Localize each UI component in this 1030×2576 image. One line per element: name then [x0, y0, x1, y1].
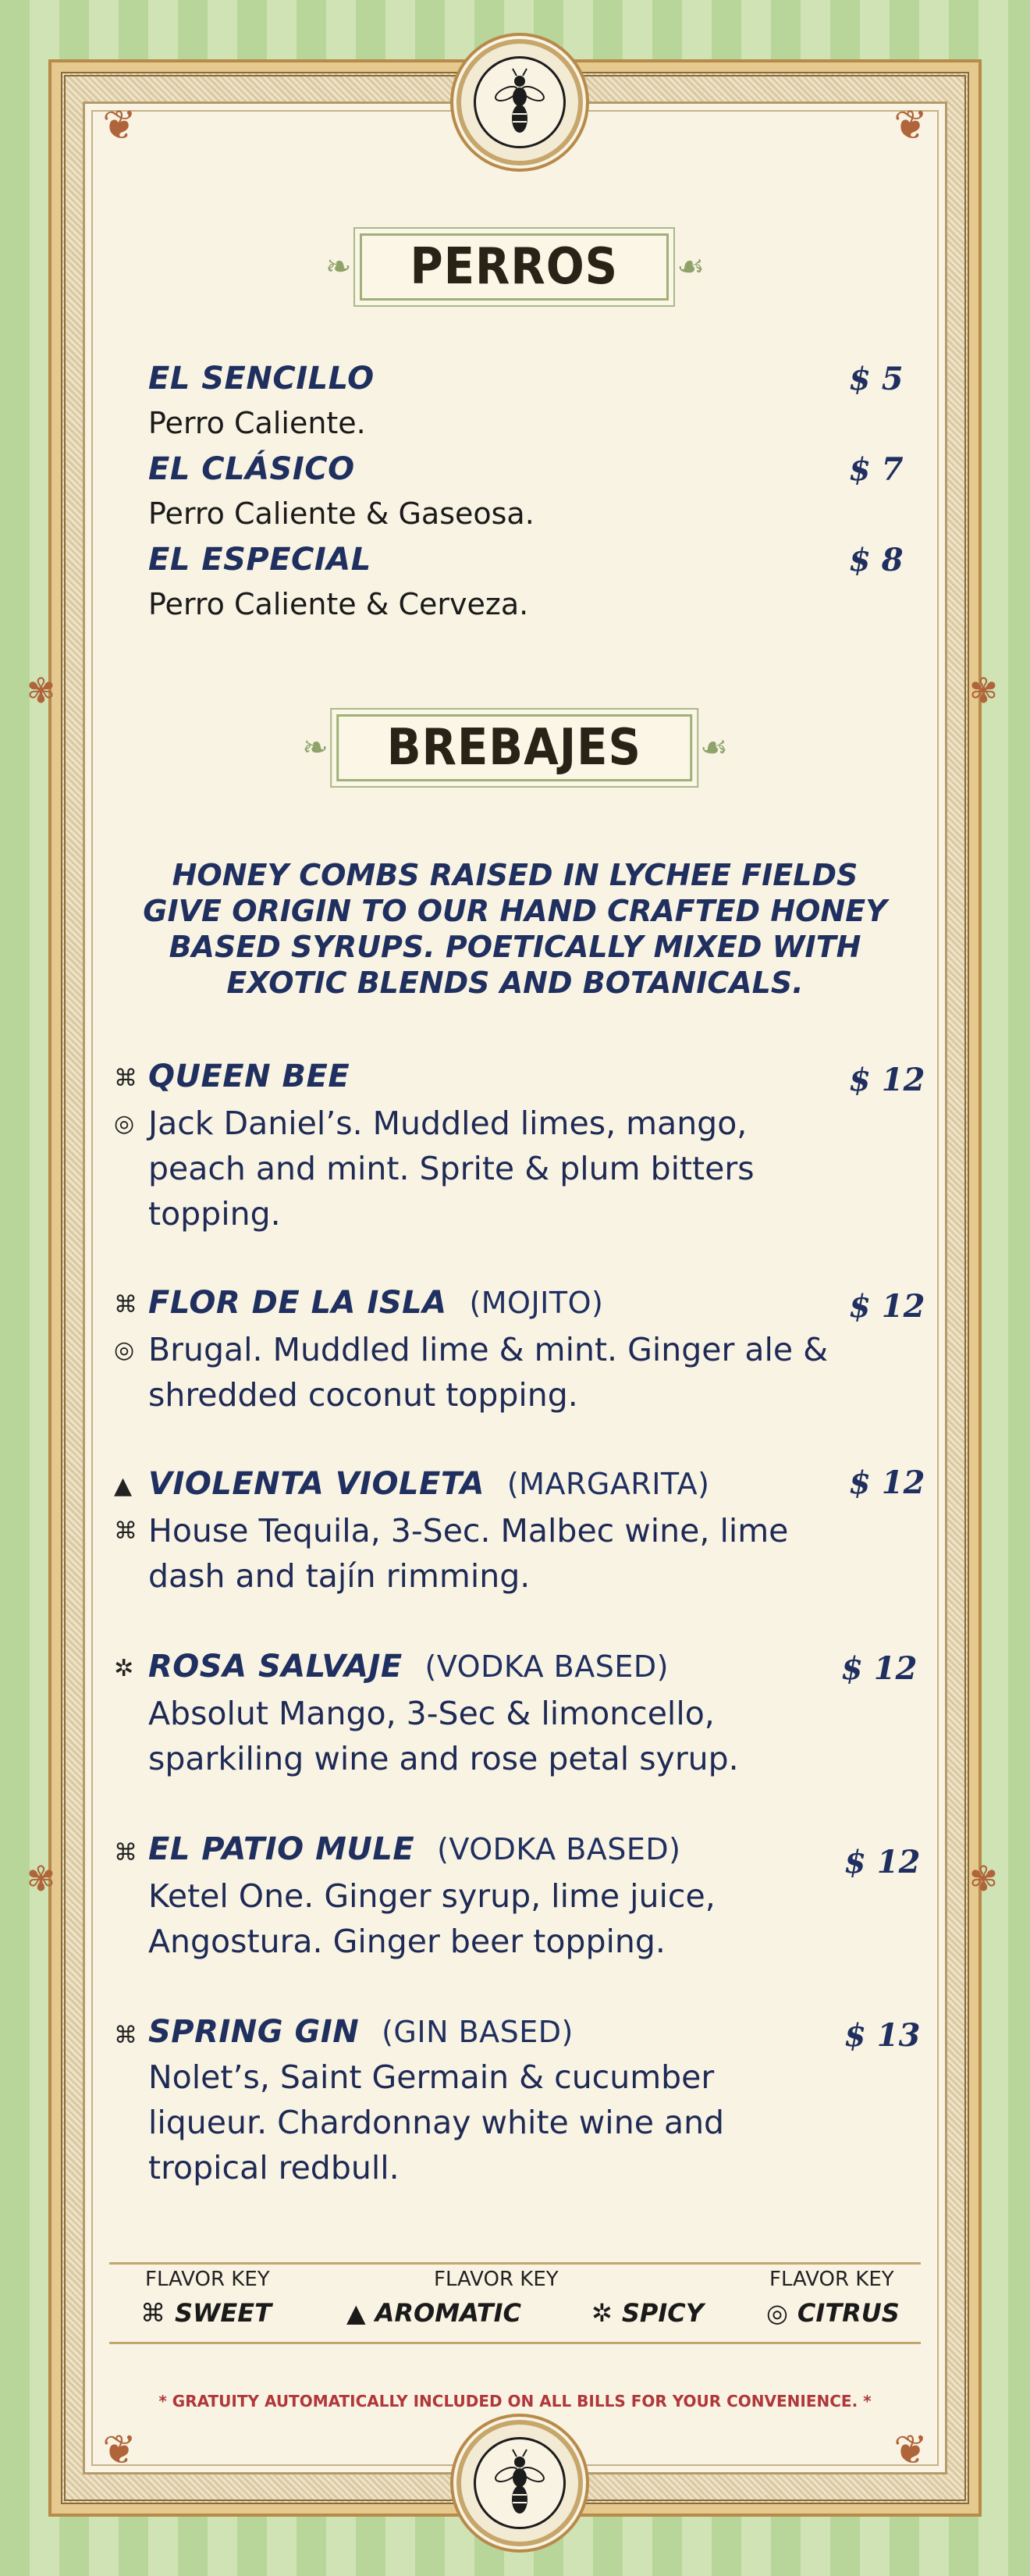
menu-item-desc: Jack Daniel’s. Muddled limes, mango, peach and mint. Sprite & plum bitters topping. [148, 1105, 755, 1233]
gratuity-notice: * GRATUITY AUTOMATICALLY INCLUDED ON ALL BILLS FOR YOUR CONVENIENCE. * [158, 2392, 872, 2411]
menu-item-price: $ 12 [849, 1288, 925, 1325]
menu-item-name: SPRING GIN (GIN BASED) [148, 2014, 574, 2050]
corner-ornament-icon: ❦ [102, 102, 137, 149]
menu-item-name: EL ESPECIAL [148, 542, 371, 578]
section-title: PERROS [360, 233, 670, 301]
aromatic-icon: ▲ [114, 1472, 133, 1500]
menu-item-desc: Nolet’s, Saint Germain & cucumber liqueur. Chardonnay white wine and tropical redbull. [148, 2058, 725, 2186]
corner-ornament-icon: ❦ [893, 2427, 928, 2474]
menu-item-name: ROSA SALVAJE (VODKA BASED) [148, 1649, 669, 1685]
menu-item-name: EL SENCILLO [148, 361, 375, 397]
sweet-icon: ⌘ [140, 2298, 165, 2328]
menu-item-price: $ 12 [849, 1464, 925, 1501]
corner-ornament-icon: ❦ [893, 102, 928, 149]
spicy-icon: ✲ [591, 2298, 613, 2328]
menu-item-price: $ 12 [841, 1650, 918, 1687]
flavor-key-citrus: ◎ CITRUS [766, 2298, 900, 2328]
sweet-icon: ⌘ [114, 1291, 137, 1318]
sweet-icon: ⌘ [114, 1839, 137, 1866]
brebajes-intro: HONEY COMBS RAISED IN LYCHEE FIELDS GIVE ORIGIN TO OUR HAND CRAFTED HONEY BASED SYRUPS. POETICALLY MIXED WITH EXOTIC BLENDS AND BOTANICALS. [143, 858, 887, 1000]
menu-item-desc: Perro Caliente & Gaseosa. [148, 496, 535, 531]
side-ornament-icon: ✾ [27, 1859, 55, 1899]
bee-medallion-top [456, 39, 583, 165]
menu-item-price: $ 12 [844, 1844, 921, 1880]
side-ornament-icon: ✾ [969, 1859, 998, 1899]
flavor-key-sweet: ⌘ SWEET [140, 2298, 272, 2328]
brebajes-banner [294, 709, 736, 787]
spicy-icon: ✲ [114, 1655, 134, 1682]
menu-item-price: $ 13 [844, 2017, 921, 2054]
flavor-key-aromatic: ▲ AROMATIC [346, 2298, 521, 2328]
citrus-icon: ◎ [766, 2298, 788, 2328]
perros-banner [318, 228, 712, 306]
banner-ornament-icon: ☙ [699, 730, 728, 766]
side-ornament-icon: ✾ [969, 671, 998, 711]
menu-item-name: EL PATIO MULE (VODKA BASED) [148, 1831, 681, 1867]
sweet-icon: ⌘ [114, 1065, 137, 1092]
menu-item-name: QUEEN BEE [148, 1059, 350, 1094]
flavor-key-heading: FLAVOR KEY [434, 2268, 559, 2291]
flavor-key-spicy: ✲ SPICY [591, 2298, 704, 2328]
flavor-key-divider [109, 2342, 921, 2344]
menu-item-name: VIOLENTA VIOLETA (MARGARITA) [148, 1466, 710, 1502]
section-title: BREBAJES [336, 714, 692, 781]
menu-item-price: $ 8 [849, 542, 904, 578]
aromatic-icon: ▲ [346, 2298, 366, 2328]
banner-ornament-icon: ☙ [677, 249, 705, 285]
menu-item-desc: House Tequila, 3-Sec. Malbec wine, lime dash and tajín rimming. [148, 1512, 789, 1595]
bee-medallion-bottom [456, 2420, 583, 2546]
menu-item-price: $ 5 [849, 361, 904, 397]
bee-icon [492, 2448, 547, 2518]
flavor-key-heading: FLAVOR KEY [769, 2268, 894, 2291]
menu-item-name: EL CLÁSICO [148, 451, 355, 487]
side-ornament-icon: ✾ [27, 671, 55, 711]
menu-item-desc: Brugal. Muddled lime & mint. Ginger ale & shredded coconut topping. [148, 1331, 829, 1414]
citrus-icon: ◎ [114, 1336, 135, 1364]
menu-item-price: $ 7 [849, 451, 904, 488]
menu-item-name: FLOR DE LA ISLA (MOJITO) [148, 1285, 604, 1321]
menu-item-desc: Ketel One. Ginger syrup, lime juice, Angostura. Ginger beer topping. [148, 1877, 716, 1960]
menu-item-desc: Perro Caliente. [148, 406, 366, 440]
banner-ornament-icon: ❧ [302, 730, 329, 766]
flavor-key-divider [109, 2262, 921, 2265]
flavor-key-heading: FLAVOR KEY [145, 2268, 270, 2291]
sweet-icon: ⌘ [114, 1517, 137, 1545]
menu-item-desc: Absolut Mango, 3-Sec & limoncello, sparkiling wine and rose petal syrup. [148, 1695, 739, 1777]
menu-item-price: $ 12 [849, 1062, 925, 1098]
bee-icon [492, 67, 547, 137]
sweet-icon: ⌘ [114, 2022, 137, 2049]
citrus-icon: ◎ [114, 1110, 135, 1137]
menu-item-desc: Perro Caliente & Cerveza. [148, 587, 529, 621]
banner-ornament-icon: ❧ [325, 249, 352, 285]
corner-ornament-icon: ❦ [102, 2427, 137, 2474]
